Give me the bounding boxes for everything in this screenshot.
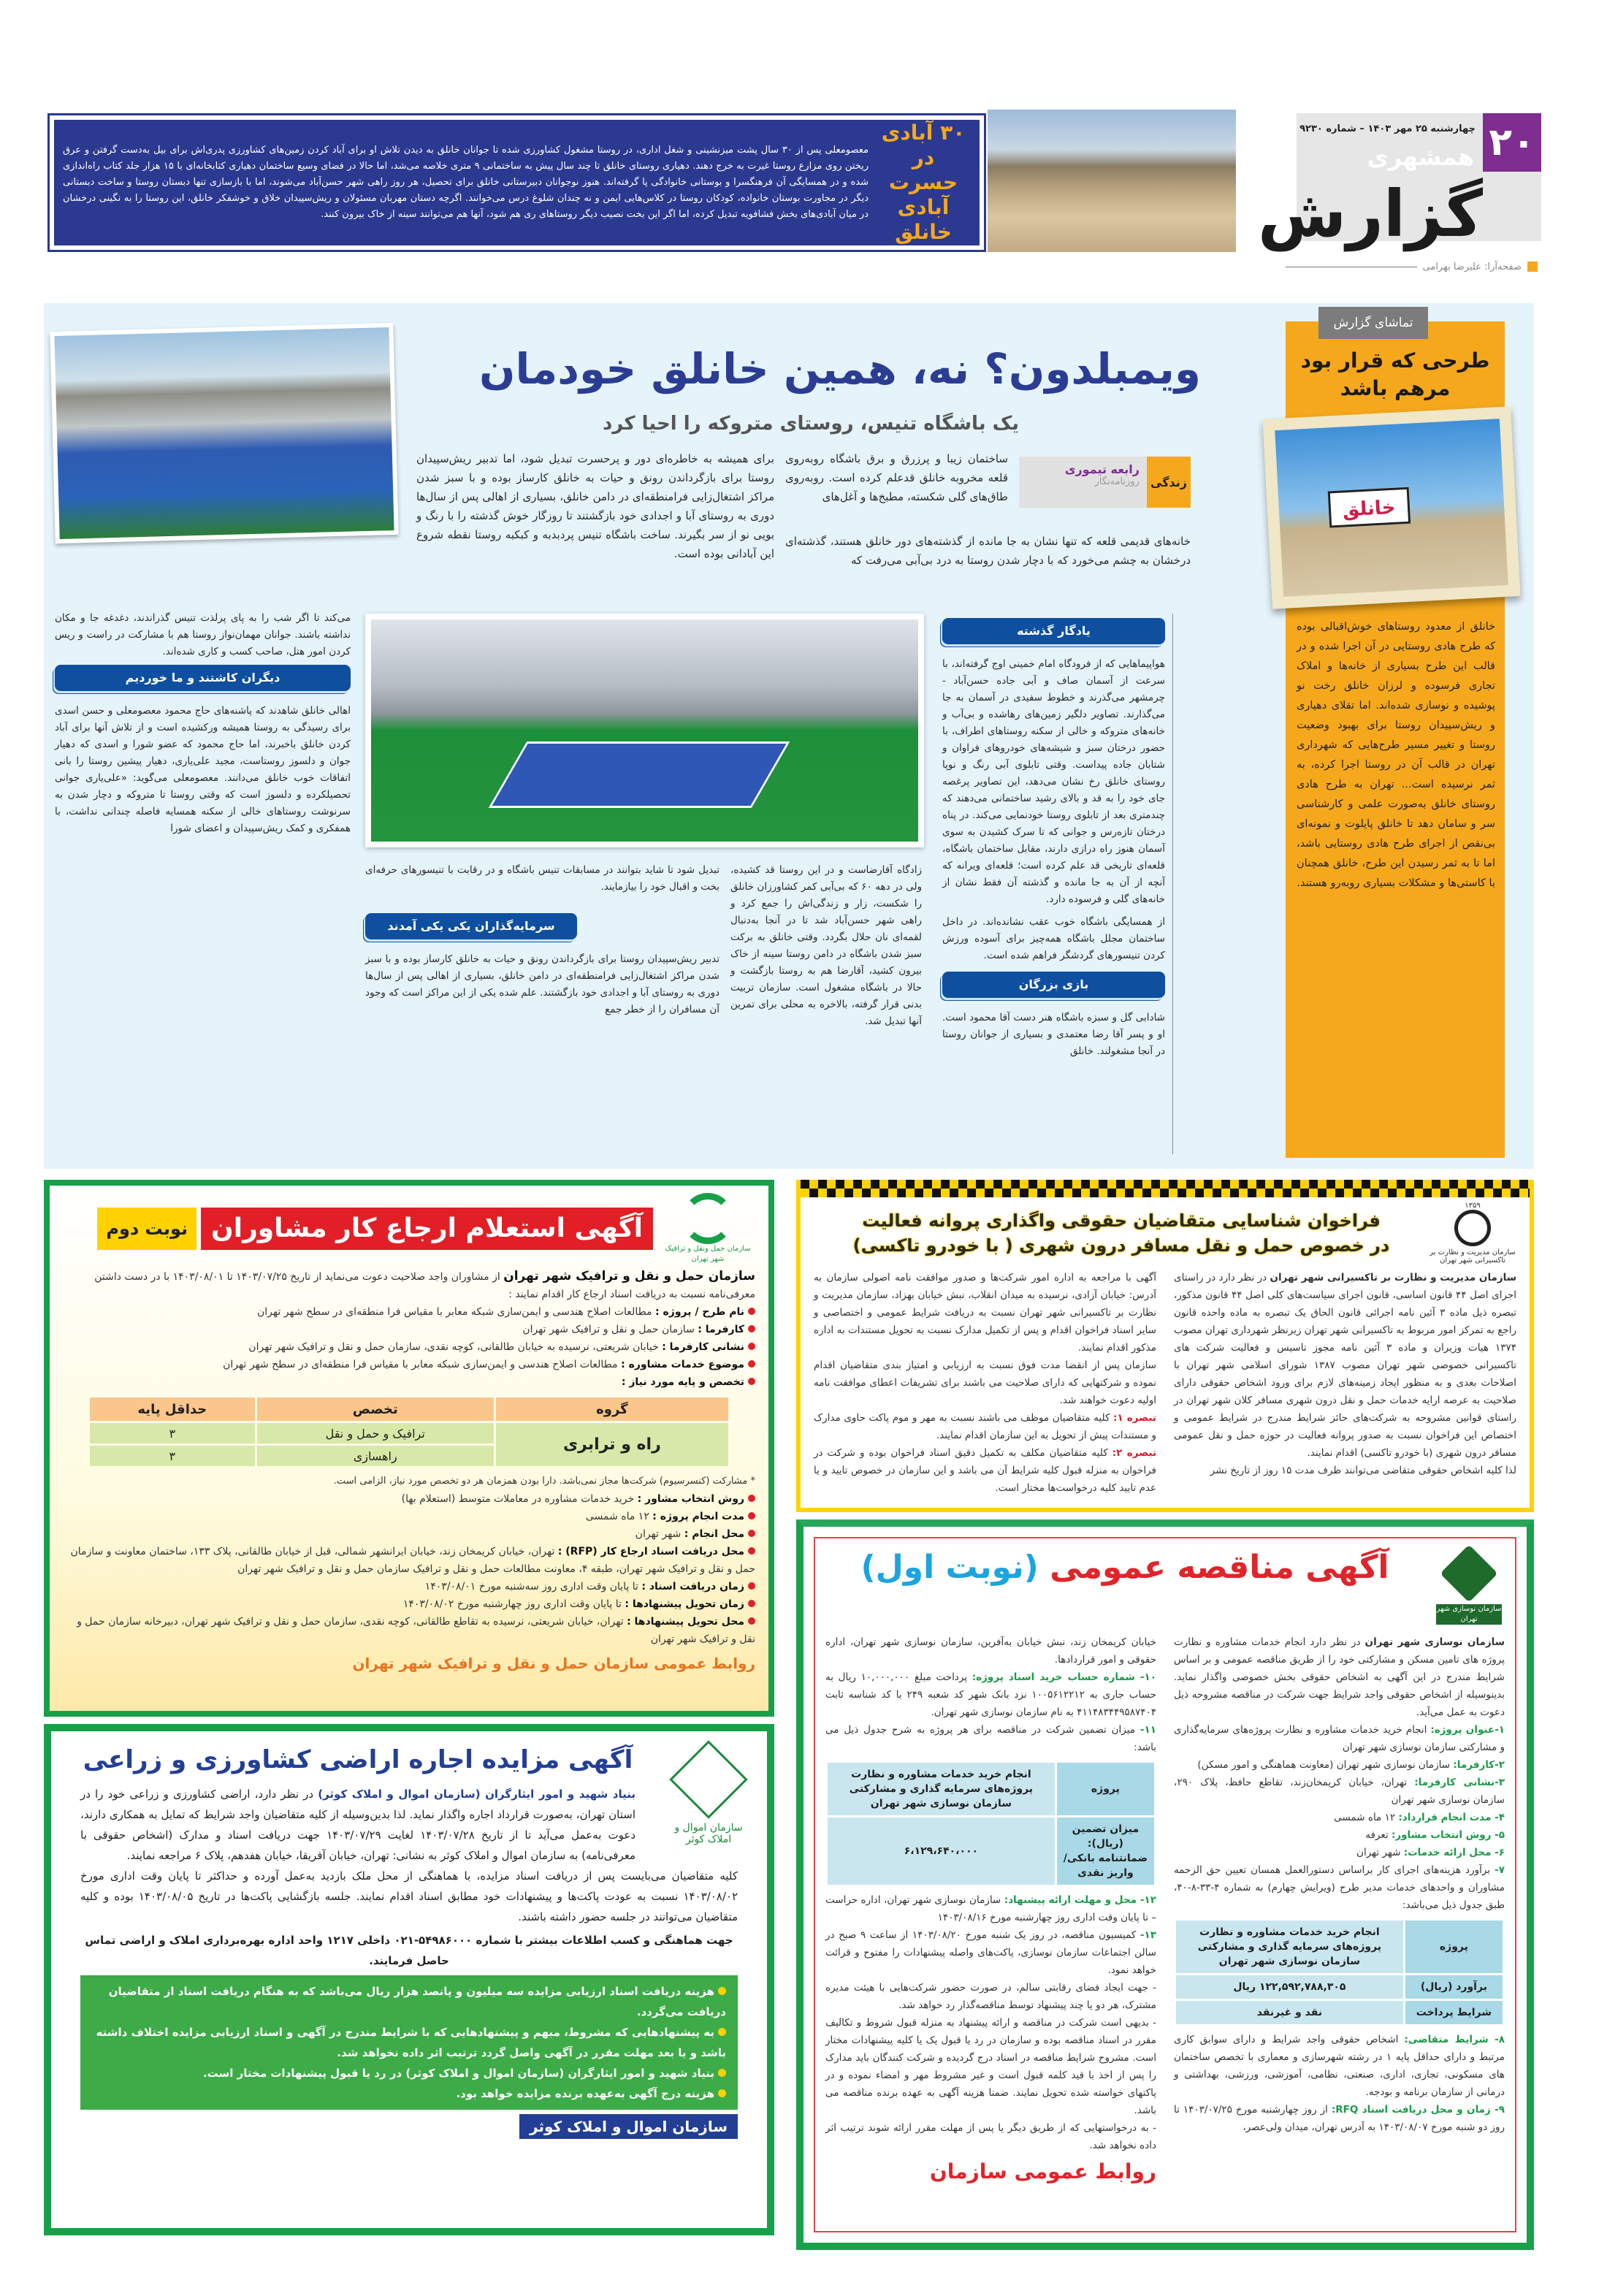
table-cell: راهسازی	[257, 1446, 494, 1466]
item-value: برآورد هزینه‌های اجرای کار براساس دستورالعمل همسان تعیین حق الزحمه مشاوران و واحدهای خدمات مدیر طرح (ویرایش چهارم) به شماره ۴-۳۳-۸-۴۰، طبق جدول ذیل می‌باشد:	[1174, 1864, 1505, 1911]
intro-paragraph: خانه‌های قدیمی قلعه که تنها نشان به جا مانده از گذشته‌های دور خانلق هستند، گذشته‌ای درخشان به چشم می‌خورد که با دچار شدن روستا به درد بی‌آبی می‌رفت که	[785, 535, 1191, 567]
logo-caption: سازمان حمل ونقل و ترافیک شهر تهران	[665, 1245, 751, 1263]
table-cell: انجام خرید خدمات مشاوره و نظارت پروژه‌های سرمایه گذاری و مشارکتی سازمان نوسازی شهر تهران	[1176, 1921, 1403, 1973]
bullet-item	[92, 2063, 726, 2083]
ad-items	[63, 1490, 755, 1648]
ad-text: سازمان پس از انقضا مدت فوق نسبت به ارزیابی و امتیاز بندی متقاضیان اقدام نموده و شرکتهایی که دارای صلاحیت می باشند برای تشریفات اعطای موافقت نامه اولیه دعوت خواهند شد.	[814, 1359, 1156, 1406]
issue-date: چهارشنبه ۲۵ مهر ۱۴۰۳ – شماره ۹۲۳۰	[1299, 123, 1476, 134]
item-value: تهران، خیابان شریعتی، نرسیده به تقاطع طالقانی، کوچه نقدی، سازمان حمل و نقل و ترافیک شهر تهران، دبیرخانه سازمان حمل و نقل و ترافیک شهر تهران	[77, 1616, 755, 1645]
column-divider	[1172, 614, 1173, 1154]
ad-item	[63, 1613, 755, 1648]
land-lease-auction-ad	[44, 1724, 774, 2235]
orange-marker-icon	[1527, 262, 1538, 272]
bullet-icon	[718, 2069, 726, 2077]
table-cell: پروژه	[1405, 1921, 1503, 1973]
item-label: ۹- زمان و محل دریافت اسناد RFQ:	[1331, 2104, 1505, 2116]
tennis-stadium-photo	[50, 323, 398, 544]
ad-footer: سازمان اموال و املاک کوثر	[519, 2114, 738, 2139]
ad-item	[63, 1525, 755, 1543]
bullet-item	[92, 2083, 726, 2104]
ad-items	[1174, 1721, 1505, 1914]
table-cell: نقد و غیرنقد	[1176, 2001, 1403, 2024]
item-label: نشانی کارفرما :	[662, 1341, 744, 1353]
ad-item	[825, 2014, 1156, 2119]
guarantee-table	[825, 1761, 1156, 1887]
article-headline: ویمبلدون؟ نه، همین خانلق خودمان	[479, 344, 1201, 394]
table-cell: پروژه	[1057, 1763, 1154, 1815]
table-cell: راه و ترابری	[496, 1423, 728, 1466]
category-label: زندگی	[1147, 457, 1191, 508]
ad-text: در نظر دارد، اراضی کشاورزی و زراعی خود را در استان تهران، به‌صورت قرارداد اجاره واگذار نماید. لذا بدین‌وسیله از کلیه متقاضیان واجد شرایط که تمایل به همکاری دارند، دعوت به‌عمل می‌آید تا از تاریخ ۱۴۰۳/۰۷/۲۸ لغایت ۱۴۰۳/۰۷/۲۹ جهت دریافت اسناد و مدارک (اشخاص حقوقی با معرفی‌نامه) به سازمان اموال و املاک کوثر به نشانی: تهران، خیابان آفریقا، خیابان هفدهم، پلاک ۶ مراجعه نمایند.	[80, 1788, 636, 1862]
author-role: روزنامه‌نگار	[1094, 476, 1140, 487]
bullet-text: بنیاد شهید و امور ایثارگران (سازمان اموال و املاک کوثر) در رد یا قبول پیشنهادات مختار است.	[202, 2067, 714, 2080]
ad-round-badge: نوبت دوم	[97, 1208, 196, 1250]
article-column	[730, 862, 922, 1030]
item-label: ۴- مدت انجام قرارداد:	[1398, 1812, 1505, 1823]
article-column	[942, 614, 1165, 1060]
ad-item	[825, 1721, 1156, 1756]
ad-bullets	[80, 1975, 738, 2110]
ad-item	[825, 1891, 1156, 1926]
page-header	[1257, 113, 1541, 251]
org-name: سازمان نوسازی شهر تهران	[1364, 1636, 1505, 1648]
item-label: ۱۱-	[1140, 1724, 1156, 1736]
bullet-text: به پیشنهادهایی که مشروط، مبهم و پیشنهادهایی که با شرایط مندرج در آگهی و اسناد ارزیابی مزایده اختلاف داشته باشد و یا بعد مهلت مقرر در آگهی واصل گردد ترتیب اثر داده نخواهد شد.	[96, 2026, 726, 2059]
ad-item	[63, 1595, 755, 1613]
item-value: مطالعات اصلاح هندسی و ایمن‌سازی شبکه معابر با مقیاس فرا منطقه‌ای در سطح شهر تهران	[223, 1359, 618, 1370]
ad-item	[63, 1508, 755, 1525]
transport-org-logo-icon	[682, 1193, 733, 1244]
note-text: کلیه متقاضیان موظف می باشند نسبت به مهر و موم پاکت حاوی مدارک و مستندات پیش از تحویل به این سازمان اقدام نمایند.	[814, 1412, 1156, 1441]
paper-logo: همشهری	[1367, 143, 1474, 171]
ad-text: کلیه متقاضیان می‌بایست پس از دریافت اسناد مزایده، با هماهنگی از محل ملک بازدید به‌عمل آورده و حداکثر تا پایان وقت اداری مورخ ۱۴۰۳/۰۸/۰۲ نسبت به عودت پاکت‌ها و پیشنهادات خود مطابق اسناد اقدام نمایند. جلسه بازگشایی پاکت‌ها در تاریخ ۱۴۰۳/۰۸/۰۵ بوده و کلیه متقاضیان می‌توانند در جلسه حضور داشته باشند.	[80, 1869, 738, 1923]
teaser-box	[47, 113, 986, 252]
bullet-icon	[748, 1600, 755, 1607]
section-heading: دیگران کاشتند و ما خوردیم	[55, 665, 351, 691]
table-header: حداقل پایه	[90, 1397, 255, 1421]
ad-item	[1174, 1861, 1505, 1914]
item-label: ۸- شرایط متقاضی:	[1404, 2034, 1505, 2045]
bullet-icon	[748, 1495, 755, 1502]
note-label: تبصره ۲:	[1112, 1447, 1157, 1459]
ad-items	[825, 1668, 1156, 1756]
table-header: گروه	[496, 1397, 728, 1421]
item-value: - بدیهی است شرکت در مناقصه و ارائه پیشنهاد به منزله قبول شروط و تکالیف مقرر در اسناد مناقصه بوده و سازمان در رد یا قبول یک یا کلیه پیشنهادات مختار است. مشروح شرایط مناقصه در اسناد درج گردیده و شرکت کنندگان باید مدارک را پس از اخذ با قید کلمه قبول است و غیر مشروط مهر و امضاء نموده و در پاکتهای خواسته شده تحویل نمایند. ضمنا هزینه آگهی به عهده برنده مناقصه می باشد.	[825, 2017, 1156, 2116]
item-value: تا پایان وقت اداری روز سه‌شنبه مورخ ۱۴۰۳/۰۸/۰۱	[424, 1581, 638, 1593]
item-value: میزان تضمین شرکت در مناقصه برای هر پروژه به شرح جدول ذیل می باشد:	[825, 1724, 1156, 1753]
table-cell: ۱۲۲,۵۹۲,۷۸۸,۳۰۵ ریال	[1176, 1975, 1403, 1999]
body-text: هواپیماهایی که از فرودگاه امام خمینی اوج گرفته‌اند، با سرعت از آسمان صاف و آبی جاده حسن‌آباد - چرمشهر می‌گذرند و خطوط سفیدی در آسمان به جا می‌گذارند. تصاویر دلگیر زمین‌های رهاشده و بی‌آب و خانه‌های متروکه و خالی از سکنه روستاهای اطراف، با حضور درختان سبز و شیشه‌های خودروهای فراوان و شتابان جاده پیداست. وقتی تابلوی آبی رنگ و نوپا روستای خانلق رخ نشان می‌دهد، این تصاویر پرغصه جای خود را به قد و بالای رشید ساختمانی می‌دهند که چندمتری بعد از تابلوی روستا خودنمایی می‌کند. در پناه درختان تازه‌رس و جوانی که تا سرک کشیدن به سوی آسمان هنوز راه درازی دارند، مقابل ساختمان باشگاه، قلعه‌ای تاریخی قد علم کرده است؛ قلعه‌ای ویرانه که آنچه از آن به جا مانده و گذشته آن فقط نشان از خانه‌های گلی و فرسوده دارد.	[942, 658, 1165, 905]
contact-text: جهت هماهنگی و کسب اطلاعات بیشتر با شماره ۵۴۹۸۶۰۰۰-۰۲۱ داخلی ۱۲۱۷ واحد اداره بهره‌برداری املاک و اراضی تماس حاصل فرمایند.	[85, 1934, 733, 1967]
item-value: اشخاص حقوقی واجد شرایط و دارای سوابق کاری مرتبط و دارای حداقل پایه ۱ در رشته شهرسازی و معماری با تخصص ساختمان های مسکونی، تجاری، اداری، صنعتی، نظامی، آموزشی، ورزشی، بهداشتی و درمانی از سازمان برنامه و بودجه.	[1174, 2034, 1505, 2098]
ad-title: آگهی استعلام ارجاع کار مشاوران	[201, 1208, 653, 1250]
teaser-text: معصومعلی پس از ۳۰ سال پشت میزنشینی و شغل اداری، در روستا مشغول کشاورزی شده تا جوانان خانلق به دیدن تلاش او برای آباد کردن زمین‌های کشاورزی پدری‌اش برای بیل به‌دست گرفتن و عرق ریختن روی مزارع روستا غیرت به خرج دهند. دهیاری روستای خانلق تا چند سال پیش به ساختمانی ۹ متری خلاصه می‌شد، اما حالا در فضای وسیع ساختمان دهیاری کتابخانه‌ای با ۱۵ هزار جلد کتاب راه‌اندازی شده و در همسایگی آن فرهنگسرا و بوستانی خانوادگی پا گرفته‌اند. هنوز نوجوانان دبیرستانی خانلق برای تحصیل، هر روز راهی شهر حسن‌آباد می‌شوند، اما با بازسازی تنها دبستان روستا و ساخت دبستانی دیگر در مجاورت بوستان خانواده، کودکان روستا در کلاس‌هایی ایمن و نه چندان شلوغ درس می‌خوانند. اگرچه دستان مهربان مسئولان و ریش‌سپیدان خلاق و خوشفکر خانلق، این روستا را به نگینی درخشان در میان آبادی‌های بخش فشافویه تبدیل کرده، اما اگر این بخت نصیب دیگر روستاهای ری هم شود، آنها هم می‌توانند سینه از خاک بیرون کنند.	[63, 145, 869, 220]
item-value: ۱۲ ماه شمسی	[585, 1511, 649, 1522]
byline	[1019, 457, 1191, 508]
author-name: رابعه تیموری	[1064, 462, 1140, 476]
ad-signature: روابط عمومی سازمان	[929, 2159, 1156, 2184]
article-column	[55, 610, 351, 837]
ad-title: آگهی مناقصه عمومی	[1050, 1549, 1389, 1586]
item-label: ۳-نشانی کارفرما:	[1414, 1777, 1505, 1788]
item-label: ۱۲- محل و مهلت ارائه پیشنهاد:	[1004, 1894, 1156, 1906]
ad-title: فراخوان شناسایی متقاضیان حقوقی واگذاری پروانه فعالیت	[862, 1210, 1381, 1231]
org-name: سازمان حمل و نقل و ترافیک شهر تهران	[503, 1269, 755, 1284]
ad-text: آگهی با مراجعه به اداره امور شرکت‌ها و صدور موافقت نامه اصولی سازمان به آدرس: خیابان آزادی، نرسیده به میدان انقلاب، نبش خیابان بهزاد، سازمان مدیریت و نظارت بر تاکسیرانی شهر تهران نسبت به دریافت شرایط عمومی و اختصاصی و سایر اسناد فراخوان اقدام و پس از تکمیل مدارک نسبت به تحویل مستندات به اداره مذکور اقدام نمایند.	[814, 1272, 1156, 1354]
bullet-icon	[718, 1987, 726, 1995]
item-label: ۶- محل ارائه خدمات:	[1403, 1847, 1505, 1858]
bullet-text: هزینه دریافت اسناد ارزیابی مزایده سه میلیون و پانصد هزار ریال می‌باشد که به هنگام دریافت اسناد از متقاضیان دریافت می‌گردد.	[108, 1985, 726, 2018]
star-logo-icon	[669, 1740, 747, 1818]
item-label: ۱۳-	[1140, 1929, 1156, 1941]
bullet-icon	[718, 2089, 726, 2097]
item-label: ۵- روش انتخاب مشاور:	[1391, 1829, 1505, 1841]
body-text: تدبیر ریش‌سپیدان روستا برای بازگرداندن رونق و حیات به خانلق کارساز بوده و با سبز شدن مراکز اشتغال‌زایی فرامنطقه‌ای در دامن خانلق، بسیاری از اهالی پس از سال‌ها دوری به روستای آبا و اجدادی خود بازگشتند. علم شده یکی از این مراکز است که وجود آن مسافران را از خطر جمع	[365, 953, 719, 1015]
ad-item	[1174, 1844, 1505, 1861]
item-label: نام طرح / پروژه :	[655, 1306, 744, 1318]
body-text: می‌کند تا اگر شب را به پای پرلذت تنیس گذراندند، دغدغه جا و مکان نداشته باشند. جوانان مهمان‌نواز روستا هم با مشارکت در راست و ریس کردن امور هتل، صاحب کسب و کاری شده‌اند.	[55, 612, 351, 657]
item-value: انجام خرید خدمات مشاوره و نظارت پروژه‌های سرمایه‌گذاری و مشارکتی سازمان نوسازی شهر تهران	[1174, 1724, 1505, 1753]
layout-credit	[1286, 259, 1538, 274]
billboard-sign: خانلق	[1327, 487, 1410, 527]
item-value: از روز چهارشنبه مورخ ۱۴۰۳/۰۷/۲۵ تا روز دو شنبه مورخ ۱۴۰۳/۰۸/۰۷ به آدرس تهران، میدان ولی‌عصر،	[1174, 2104, 1505, 2133]
ad-title: آگهی مزایده اجاره اراضی کشاورزی و زراعی	[83, 1745, 633, 1774]
table-cell: ترافیک و حمل و نقل	[257, 1423, 494, 1443]
kowsar-org-logo	[665, 1742, 752, 1845]
teaser-title: ۳۰ آبادی در حسرت آبادی خانلق	[881, 121, 966, 244]
item-value: سازمان حمل و نقل و ترافیک شهر تهران	[522, 1324, 695, 1335]
taxi-org-logo	[1429, 1202, 1516, 1265]
article-subtitle: یک باشگاه تنیس، روستای متروکه را احیا کرد	[602, 413, 1020, 435]
item-label: موضوع خدمات مشاوره :	[621, 1359, 744, 1370]
body-text: زادگاه آقارضاست و در این روستا قد کشیده، ولی در دهه ۶۰ که بی‌آبی کمر کشاورزان خانلق را شکست، زار و زندگی‌اش را جمع کرد و راهی شهر حسن‌آباد شد تا در آنجا به‌دنبال لقمه‌ای نان حلال بگردد. وقتی خانلق به برکت سبز شدن باشگاه در دامن روستا سینه از خاک بیرون کشید، آقارضا هم به روستا بازگشت و حالا در باشگاه مشغول است. سازمان تربیت بدنی قرار گرفته، بالاخره به محلی برای تمرین آنها تبدیل شد.	[730, 864, 922, 1027]
ad-item	[63, 1356, 755, 1373]
ad-text: خیابان کریمخان زند، نبش خیابان به‌آفرین، سازمان نوسازی شهر تهران، اداره حقوقی و امور قراردادها.	[825, 1636, 1156, 1666]
bullet-icon	[748, 1378, 755, 1385]
org-name: بنیاد شهید و امور ایثارگران (سازمان اموال و املاک کوثر)	[318, 1788, 635, 1801]
item-label: مدت انجام پروژه :	[652, 1511, 744, 1522]
ad-round: (نوبت اول)	[860, 1549, 1039, 1586]
item-label: ۱۰- شماره حساب خرید اسناد پروژه:	[972, 1671, 1156, 1683]
ad-item	[63, 1373, 755, 1391]
item-label: کارفرما :	[698, 1324, 744, 1335]
bullet-item	[92, 1981, 726, 2022]
body-text: از همسایگی باشگاه خوب عقب نشانده‌اند. در داخل ساختمان مجلل باشگاه همه‌چیز برای آسوده ورزش کردن تنیسورهای گردشگر فراهم شده است.	[942, 916, 1165, 961]
ad-item	[63, 1490, 755, 1508]
ad-item	[63, 1321, 755, 1338]
table-header: تخصص	[257, 1397, 494, 1421]
logo-caption: سازمان نوسازی شهر تهران	[1436, 1605, 1502, 1623]
bullet-icon	[748, 1308, 755, 1315]
ad-signature: روابط عمومی سازمان حمل و نقل و ترافیک شهر تهران	[352, 1655, 755, 1672]
billboard-photo	[1262, 406, 1520, 609]
item-value: خرید خدمات مشاوره در معاملات متوسط (استعلام بها)	[401, 1493, 635, 1505]
section-heading: یادگار گذشته	[942, 618, 1165, 644]
ad-item	[63, 1338, 755, 1356]
ad-title: در خصوص حمل و نقل مسافر درون شهری ( با خودرو تاکسی)	[852, 1235, 1390, 1256]
item-value: مطالعات اصلاح هندسی و ایمن‌سازی شبکه معابر با مقیاس فرا منطقه‌ای در سطح شهر تهران	[257, 1306, 652, 1318]
table-cell: شرایط پرداخت	[1405, 2001, 1503, 2024]
ad-item	[63, 1543, 755, 1578]
bullet-icon	[748, 1512, 755, 1519]
ad-item	[1174, 1721, 1505, 1756]
estimate-table	[1174, 1918, 1505, 2026]
ad-item	[1174, 1774, 1505, 1809]
bullet-icon	[748, 1325, 755, 1332]
section-heading: بازی بزرگان	[942, 972, 1165, 998]
item-label: روش انتخاب مشاور :	[637, 1493, 744, 1505]
body-text: اهالی خانلق شاهدند که پاشنه‌های حاج محمود معصومعلی و حسن اسدی برای رسیدگی به روستا همیشه ورکشیده است و از تلاش آنها برای آباد کردن خانلق باخبرند، اما حاج محمود که عضو شورا و اسدی که دهیار جوان و دلسوز روستاست، مجید علی‌یاری، دهیار پیشین روستا را بانی اتفاقات خوب خانلق می‌دانند. معصومعلی می‌گوید: «علی‌یاری جوانی تحصیلکرده و دلسوز است که وقتی روستا تا متروکه و دچار شدن به سرنوشت روستاهای خالی از سکنه همسایه فاصله چندانی نداشت، با همفکری و کمک ریش‌سپیدان و اعضای شورا	[55, 705, 351, 834]
checker-border	[801, 1180, 1530, 1197]
ad-item	[63, 1303, 755, 1321]
ad-item	[1174, 1826, 1505, 1844]
bullet-item	[92, 2022, 726, 2063]
bullet-icon	[748, 1343, 755, 1350]
ad-text: در نظر دارد در راستای اجرای اصل ۴۴ قانون اساسی، قانون اجرای سیاست‌های کلی اصل ۴۴ قانون مذکور، تبصره ذیل ماده ۳ آئین نامه اجرائی قانون الحاق یک تبصره به ماده واحده قانون راجع به تمرکز امور مربوط به تاکسیرانی شهر تهران زیرنظر شهرداری تهران مصوب ۱۳۷۴ هیات وزیران و ماده ۳ آئین نامه مجوز تاسیس و فعالیت شرکت های تاکسیرانی خصوصی شهر تهران مصوب ۱۳۸۷ شورای اسلامی شهر تهران با اصلاحات بعدی و به منظور ایجاد زمینه‌های لازم برای ورود اشخاص حقوقی دارای صلاحیت به عرصه ارایه خدمات حمل و نقل درون شهری مسافر کلان شهر تهران در راستای قوانین مشروحه به شرکت‌های حائز شرایط مندرج در شرایط عمومی و اختصاص این فراخوان نسبت به صدور پروانه فعالیت در حوزه حمل و نقل عمومی مسافر درون شهری (با خودرو تاکسی) اقدام نمایند.	[1174, 1272, 1517, 1459]
table-cell: ۳	[90, 1423, 255, 1443]
section-title: گزارش	[1257, 176, 1483, 251]
item-value: سازمان نوسازی شهر تهران، اداره حراست – تا پایان وقت اداری روز چهارشنبه مورخ ۱۴۰۳/۰۸/۱۶	[825, 1894, 1156, 1923]
item-value: پرداخت مبلغ ۱۰,۰۰۰,۰۰۰ ریال به حساب جاری به ۱۰۰۵۶۱۲۲۱۲ نزد بانک شهر کد شعبه ۲۴۹ با کد شناسه ثابت ۴۱۱۴۸۳۴۴۹۵۸۷۴۰۴ به نام سازمان نوسازی شهر تهران.	[825, 1671, 1156, 1718]
bullet-text: هزینه درج آگهی به‌عهده برنده مزایده خواهد بود.	[456, 2087, 714, 2100]
item-value: خیابان شریعتی، نرسیده به خیابان طالقانی، کوچه نقدی، سازمان حمل و نقل و ترافیک شهر تهران	[248, 1341, 659, 1353]
item-value: سازمان نوسازی شهر تهران (معاونت هماهنگی و امور مسکن)	[1197, 1759, 1451, 1771]
ad-item	[825, 1926, 1156, 1979]
public-tender-ad	[796, 1519, 1534, 2250]
body-text: شادابی گل و سبزه باشگاه هنر دست آقا محمود است. او و پسر آقا رضا معتمدی و بسیاری از جوانان روستا در آنجا مشغولند. خانلق	[942, 1012, 1165, 1057]
item-label: محل تحویل پیشنهادها :	[627, 1616, 744, 1628]
ad-item	[1174, 2031, 1505, 2101]
note-label: تبصره ۱:	[1113, 1412, 1157, 1424]
item-label: زمان تحویل پیشنهادها :	[625, 1598, 744, 1610]
ad-item	[1174, 1756, 1505, 1774]
layout-credit-text: صفحه‌آرا: علیرضا بهرامی	[1422, 261, 1522, 272]
consultant-inquiry-ad	[44, 1180, 774, 1717]
ad-item	[825, 1668, 1156, 1721]
item-value: ۱۲ ماه شمسی	[1334, 1812, 1396, 1823]
ad-text: در نظر دارد انجام خدمات مشاوره و نظارت پروژه های تامین مسکن و مشارکتی خود را از طریق مناقصه عمومی و بر اساس شرایط مندرج در این آگهی به اشخاص حقوقی بخش خصوصی واگذار نماید. بدینوسیله از اشخاص حقوقی واجد شرایط جهت شرکت در مناقصه مشروحه ذیل دعوت به عمل می‌آید.	[1174, 1636, 1505, 1718]
sidebar-title: طرحی که قرار بود مرهم باشد	[1300, 348, 1490, 400]
renovation-org-logo	[1436, 1547, 1502, 1625]
village-photo	[988, 110, 1236, 252]
table-cell: میزان تضمین (ریال): ضمانتنامه بانکی/ واریز نقدی	[1057, 1818, 1154, 1885]
item-value: - جهت ایجاد فضای رقابتی سالم، در صورت حضور شرکت‌هایی با هیئت مدیره مشترک، هر دو یا چند پیشنهاد توسط مناقصه‌گذار رد خواهد شد.	[825, 1982, 1156, 2011]
item-value: شهر تهران	[1356, 1847, 1401, 1858]
sidebar-text: خانلق از معدود روستاهای خوش‌اقبالی بوده که طرح هادی روستایی در آن اجرا شده و در قالب این طرح بسیاری از خانه‌ها و املاک تجاری فرسوده و لرزان خانلق رخت نو پوشیده و نوسازی شده‌اند. اما تقلای دهیاری و ریش‌سپیدان روستا برای بهبود وضعیت روستا و تغییر مسیر طرح‌هایی که شهرداری تهران در قالب آن در روستا اجرا کرده، به ثمر نرسیده است... تهران به طرح هادی روستای خانلق به‌صورت علمی و کارشناسی سر و سامان دهد تا خانلق پایلوت و نمونه‌ای بی‌نقص از اجرای طرح هادی روستایی باشد، اما تا به ثمر رسیدن این طرح، خانلق همچنان با کاستی‌ها و مشکلات بسیاری روبه‌رو هستند.	[1297, 621, 1495, 889]
item-label: زمان دریافت اسناد :	[641, 1581, 744, 1593]
article-column	[365, 862, 719, 1018]
item-value: تعرفه	[1365, 1829, 1389, 1841]
item-value: - به درخواستهایی که از طریق دیگر یا پس از مهلت مقرر ارائه شوند ترتیب اثر داده نخواهد شد.	[825, 2122, 1156, 2151]
logo-year: ۱۳۵۹	[1465, 1202, 1481, 1210]
item-value: تا پایان وقت اداری روز چهارشنبه مورخ ۱۴۰۳/۰۸/۰۲	[402, 1598, 622, 1610]
table-cell: برآورد (ریال)	[1405, 1975, 1503, 1999]
table-cell: ۳	[90, 1446, 255, 1466]
intro-paragraph: برای همیشه به خاطره‌ای دور و پرحسرت تبدیل شود، اما تدبیر ریش‌سپیدان روستا برای بازگرداندن رونق و حیات به خانلق کارساز بوده و با سبز شدن مراکز اشتغال‌زایی فرامنطقه‌ای در دامن خانلق، بسیاری از اهالی پس از سال‌ها دوری به روستای آبا و اجدادی خود بازگشتند تا روزگار خوش گذشته را با رنگ و بویی نو از سر بگیرند. ساخت باشگاه تنیس پردبدبه و کبکبه روستا نقطه شروع این آبادانی بوده است.	[416, 452, 774, 560]
logo-caption: سازمان اموال و املاک کوثر	[674, 1822, 743, 1845]
item-label: محل دریافت اسناد ارجاع کار (RFP) :	[557, 1546, 744, 1557]
bullet-icon	[748, 1582, 755, 1590]
note-text: کلیه متقاضیان مکلف به تکمیل دقیق اسناد فراخوان بوده و شرکت در فراخوان به منزله قبول کلیه شرایط آن می باشد و این سازمان در خصوص تایید و یا عدم تایید کلیه درخواست‌ها مختار است.	[814, 1447, 1156, 1494]
star-logo-icon	[1440, 1544, 1497, 1602]
item-value: تهران، خیابان کریمخان‌زند، تقاطع حافظ، پلاک ۲۹۰، سازمان نوسازی شهر تهران	[1174, 1777, 1505, 1806]
ad-items	[825, 1891, 1156, 2154]
taxi-icon	[1454, 1210, 1491, 1246]
item-label: محل انجام :	[684, 1528, 744, 1540]
bullet-icon	[748, 1547, 755, 1555]
item-label: ۷-	[1495, 1864, 1505, 1876]
page-number: ۲۰	[1483, 113, 1541, 172]
item-label: ۲-کارفرما:	[1453, 1759, 1505, 1771]
taxi-license-call-ad	[796, 1180, 1534, 1512]
section-heading: سرمایه‌گذاران یکی یکی آمدند	[365, 913, 577, 939]
bullet-icon	[718, 2028, 726, 2036]
bullet-icon	[748, 1617, 755, 1625]
ad-item	[1174, 2101, 1505, 2136]
ad-item	[63, 1578, 755, 1595]
bullet-icon	[748, 1530, 755, 1537]
ad-text: لذا کلیه اشخاص حقوقی متقاضی می‌توانند ظرف مدت ۱۵ روز از تاریخ نشر	[1210, 1465, 1516, 1476]
item-label: ۱-عنوان پروژه:	[1430, 1724, 1505, 1736]
indoor-tennis-court-photo	[365, 614, 924, 847]
logo-caption: سازمان مدیریت و نظارت بر تاکسیرانی شهر تهران	[1429, 1248, 1516, 1265]
sidebar-kicker: تماشای گزارش	[1318, 307, 1428, 339]
table-cell: انجام خرید خدمات مشاوره و نظارت پروژه‌های سرمایه گذاری و مشارکتی سازمان نوسازی شهر تهران	[828, 1763, 1055, 1815]
item-value: تهران، خیابان کریمخان زند، خیابان ایرانشهر شمالی، قبل از خیابان طالقانی، پلاک ۱۳۳، ساختمان معاونت و سازمان حمل و نقل و ترافیک شهر تهران، طبقه ۴، معاونت مطالعات حمل و نقل و ترافیک سازمان حمل و نقل و ترافیک شهر تهران	[70, 1546, 755, 1575]
ad-item	[1174, 1809, 1505, 1826]
ad-intro: از مشاوران واجد صلاحیت دعوت می‌نماید از تاریخ ۱۴۰۳/۰۷/۲۵ تا ۱۴۰۳/۰۸/۰۱ با در دست داشتن معرفی‌نامه نسبت به دریافت اسناد ارجاع کار اقدام نمایند :	[94, 1271, 755, 1300]
specialty-table	[88, 1395, 730, 1468]
ad-items	[1174, 2031, 1505, 2136]
ad-items	[63, 1303, 755, 1391]
ad-item	[825, 2119, 1156, 2154]
org-name: سازمان مدیریت و نظارت بر تاکسیرانی شهر تهران	[1270, 1272, 1517, 1284]
bullet-icon	[748, 1360, 755, 1368]
item-label: تخصص و پایه مورد نیاز :	[621, 1376, 744, 1388]
table-cell: ۶،۱۲۹،۶۴۰،۰۰۰	[828, 1818, 1055, 1885]
ad-note: * مشارکت (کنسرسیوم) شرکت‌ها مجاز نمی‌باشد. دارا بودن همزمان هر دو تخصص مورد نیاز، الزامی است.	[333, 1476, 755, 1487]
ad-item	[825, 1979, 1156, 2014]
item-value: کمیسیون مناقصه، در روز یک شنبه مورخ ۱۴۰۳/۰۸/۲۰ از ساعت ۹ صبح در سالن اجتماعات سازمان نوسازی، پاکت‌های واصله پیشنهادات را مفتوح و قرائت خواهد نمود.	[825, 1929, 1156, 1976]
body-text: تبدیل شود تا شاید بتوانند در مسابقات تنیس باشگاه و در رقابت با تنیسورهای حرفه‌ای بخت و اقبال خود را بیازمایند.	[365, 864, 719, 893]
item-value: شهر تهران	[635, 1528, 682, 1540]
intro-paragraph: ساختمان زیبا و پرزرق و برق باشگاه روبه‌روی قلعه مخروبه خانلق قدعلم کرده است. روبه‌روی طاق‌های گلی شکسته، مطبخ‌ها و آغل‌های	[785, 452, 1008, 503]
